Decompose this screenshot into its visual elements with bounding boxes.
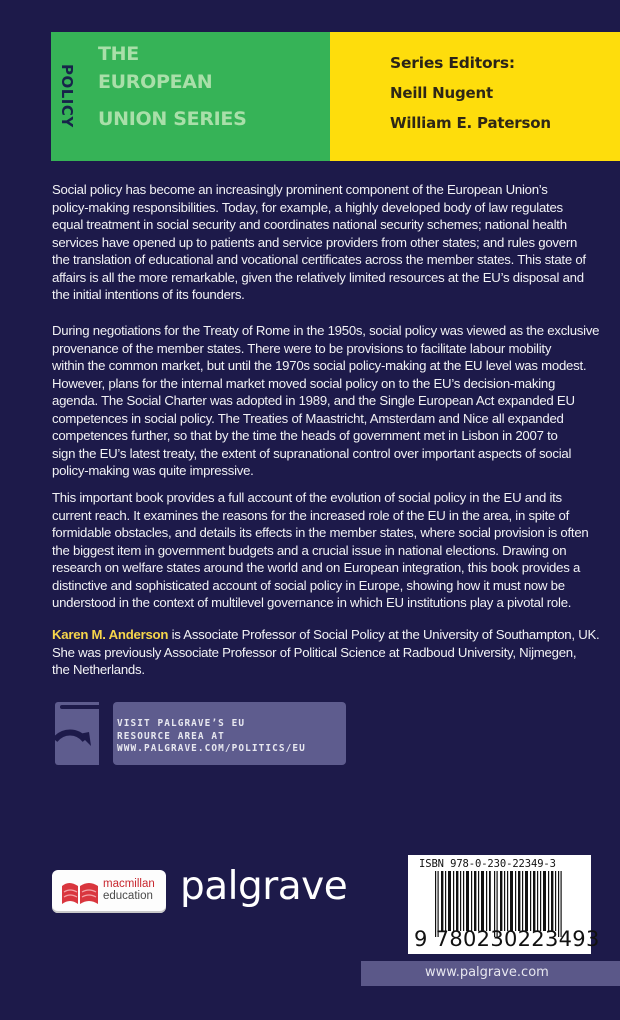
blurb-paragraph-2 [52, 322, 620, 480]
barcode-lead-digit: 9 [414, 927, 428, 951]
text-line: sign the EU’s latest treaty, the extent of supranational control over important aspects of social [52, 445, 572, 461]
macmillan-text: macmillan [103, 878, 155, 890]
text-line: the biggest item in government budgets and a crucial issue in national elections. Drawing on [52, 542, 567, 558]
text-line: This important book provides a full account of the evolution of social policy in the EU and its [52, 490, 562, 505]
blurb-paragraph-1 [52, 181, 620, 304]
text-line: understood in the context of multilevel governance in which EU institutions play a pivotal role. [52, 595, 572, 610]
editor-name: Neill Nugent [390, 84, 493, 102]
book-arrow-icon [55, 702, 105, 765]
text-line: During negotiations for the Treaty of Rome in the 1950s, social policy was viewed as the exclusive [52, 323, 600, 338]
text-line: the Netherlands. [52, 662, 145, 677]
text-line: the translation of educational and vocational certificates across the member states. This state of [52, 252, 586, 267]
resource-text-line: RESOURCE AREA AT [117, 730, 225, 742]
text-line: the initial intentions of its founders. [52, 287, 245, 302]
education-text: education [103, 890, 153, 902]
macmillan-education-logo [52, 870, 166, 913]
author-name: Karen M. Anderson [52, 627, 169, 642]
macmillan-m-icon [60, 878, 100, 906]
text-line: distinctive and sophisticated account of social policy in Europe, showing how it must now be [52, 577, 565, 593]
series-title-line: THE [98, 43, 139, 65]
text-line: competences in social policy. The Treaties of Maastricht, Amsterdam and Nice all expanded [52, 410, 564, 426]
blurb-paragraph-3 [52, 489, 620, 612]
barcode-group-1: 780230 [435, 927, 518, 951]
barcode-group-2: 223493 [517, 927, 600, 951]
author-bio-text: is Associate Professor of Social Policy at the University of Southampton, UK. [168, 627, 600, 642]
text-line: However, plans for the internal market moved social policy on to the EU’s decision-making [52, 375, 556, 391]
website-link[interactable]: www.palgrave.com [425, 965, 549, 980]
barcode-digits [414, 927, 600, 951]
text-line: agenda. The Social Charter was adopted in 1989, and the Single European Act expanded EU [52, 393, 575, 408]
text-line: formidable obstacles, and details its effects in the member states, where social provision is often [52, 525, 589, 540]
resource-text-line: VISIT PALGRAVE’S EU [117, 718, 246, 729]
text-line: Social policy has become an increasingly prominent component of the European Union’s [52, 182, 548, 197]
series-editors [390, 48, 551, 138]
text-line: provenance of the member states. There were to be provisions to facilitate labour mobility [52, 340, 552, 356]
text-line: policy-making was quite impressive. [52, 463, 254, 478]
editor-name: William E. Paterson [390, 114, 551, 132]
text-line: She was previously Associate Professor of Political Science at Radboud University, Nijmegen, [52, 644, 577, 660]
series-title-line: UNION SERIES [98, 108, 247, 130]
text-line: equal treatment in social security and coordinates national security schemes; national health [52, 217, 567, 232]
text-line: affairs is all the more remarkable, given the relatively limited resources at the EU’s disposal and [52, 269, 584, 285]
resource-url[interactable]: WWW.PALGRAVE.COM/POLITICS/EU [117, 743, 306, 755]
isbn-label: ISBN 978-0-230-22349-3 [419, 858, 556, 870]
policy-vertical-label: POLICY [58, 64, 76, 128]
text-line [52, 626, 620, 644]
editors-heading: Series Editors: [390, 54, 515, 72]
series-title-line: EUROPEAN [98, 71, 213, 93]
resource-link[interactable] [113, 702, 346, 765]
author-bio [52, 626, 620, 679]
text-line: competences further, so that by the time the heads of government met in Lisbon in 2007 to [52, 428, 558, 443]
isbn-barcode [408, 855, 600, 954]
text-line: current reach. It examines the reasons for the increased role of the EU in the area, in spite of [52, 507, 569, 523]
palgrave-logo: palgrave [180, 864, 348, 909]
series-title [98, 40, 247, 131]
text-line: within the common market, but until the 1970s social policy-making at the EU level was modest. [52, 358, 587, 373]
website-bar [361, 961, 620, 986]
text-line: policy-making responsibilities. Today, for example, a highly developed body of law regulates [52, 199, 563, 215]
text-line: research on welfare states around the world and on European integration, this book provides a [52, 560, 581, 575]
text-line: services have opened up to patients and service providers from other states; and rules govern [52, 234, 578, 250]
